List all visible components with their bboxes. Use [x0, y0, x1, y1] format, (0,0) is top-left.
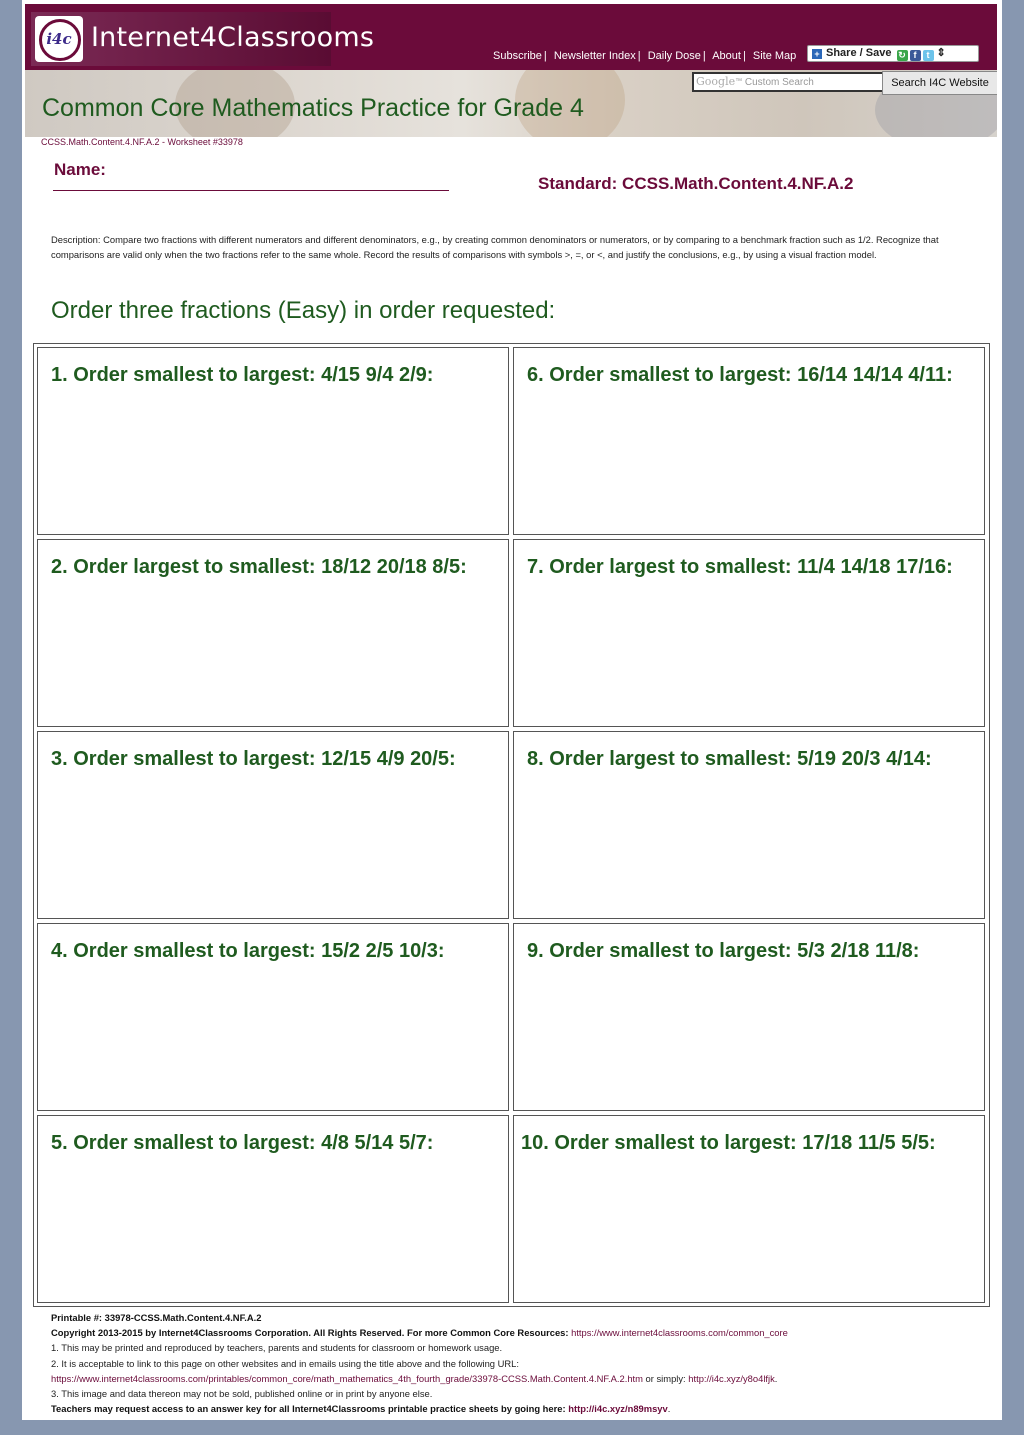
answer-key-link[interactable]: http://i4c.xyz/n89msyv [568, 1403, 668, 1415]
question-9: 9. Order smallest to largest: 5/3 2/18 11/8: [527, 940, 920, 962]
nav-subscribe[interactable]: Subscribe [493, 50, 542, 62]
worksheet-id: CCSS.Math.Content.4.NF.A.2 - Worksheet #33978 [41, 137, 243, 147]
question-cell-5 [37, 1115, 509, 1303]
question-cell-10 [513, 1115, 985, 1303]
name-label: Name: [54, 160, 106, 179]
site-logo[interactable] [31, 12, 375, 66]
question-2: 2. Order largest to smallest: 18/12 20/18 8/5: [51, 556, 467, 578]
question-cell-7 [513, 539, 985, 727]
twitter-icon: t [923, 50, 934, 61]
description: Description: Compare two fractions with different numerators and different denominators, e.g., by creating common denominators or numerators, or by comparing to a benchmark fraction such as 1/2. Recognize that comparisons are valid only when the two fractions refer to the same whole. Record the results of comparisons with symbols >, =, or <, and justify the conclusions, e.g., by using a visual fraction model. [51, 234, 939, 260]
footer: Printable #: 33978-CCSS.Math.Content.4.NF.A.2 Copyright 2013-2015 by Internet4Classrooms Corporation. All Rights Reserved. For more Common Core Resources: https://www.internet4classrooms.com/common_core 1. This may be printed and reproduced by teachers, parents and students for classroom or homework usage. 2. It is acceptable to link to this page on other websites and in emails using the title above and the following URL: https://www.internet4classrooms.com/printables/common_core/math_mathematics_4th_fourth_grade/33978-CCSS.Math.Content.4.NF.A.2.htm or simply: http://i4c.xyz/y8o4lfjk. 3. This image and data thereon may not be sold, published online or in print by anyone else. Teachers may request access to an answer key for all Internet4Classrooms printable practice sheets by going here: http://i4c.xyz/n89msyv. [51, 1310, 991, 1416]
question-10: 10. Order smallest to largest: 17/18 11/5 5/5: [521, 1132, 936, 1154]
question-3: 3. Order smallest to largest: 12/15 4/9 20/5: [51, 748, 456, 770]
top-nav: Subscribe | Newsletter Index | Daily Dose | About | Site Map [493, 50, 797, 62]
question-cell-6 [513, 347, 985, 535]
nav-daily-dose[interactable]: Daily Dose [647, 50, 701, 62]
site-header [25, 4, 997, 70]
question-4: 4. Order smallest to largest: 15/2 2/5 10/3: [51, 940, 445, 962]
chevron-updown-icon: ⇕ [936, 47, 946, 59]
share-save-button[interactable]: + Share / Save ↻ f t ⇕ [807, 45, 979, 62]
logo-badge-icon: i4c [35, 16, 83, 62]
question-cell-3 [37, 731, 509, 919]
search-button[interactable]: Search I4C Website [882, 71, 997, 95]
note-2: 2. It is acceptable to link to this page on other websites and in emails using the title above and the following URL: [51, 1357, 519, 1369]
question-7: 7. Order largest to smallest: 11/4 14/18 17/16: [527, 556, 953, 578]
question-grid [33, 343, 990, 1307]
name-line [53, 190, 449, 191]
nav-site-map[interactable]: Site Map [752, 50, 797, 62]
search-input[interactable]: Google™ Custom Search [692, 72, 884, 92]
share-green-icon: ↻ [898, 50, 906, 60]
printable-id: Printable #: 33978-CCSS.Math.Content.4.NF.A.2 [51, 1312, 262, 1323]
plus-icon: + [812, 49, 822, 59]
short-url-link[interactable]: http://i4c.xyz/y8o4lfjk [688, 1372, 775, 1384]
question-cell-2 [37, 539, 509, 727]
question-1: 1. Order smallest to largest: 4/15 9/4 2/9: [51, 364, 434, 386]
note-1: 1. This may be printed and reproduced by teachers, parents and students for classroom or homework usage. [51, 1342, 503, 1354]
banner [25, 70, 997, 137]
question-cell-4 [37, 923, 509, 1111]
standard-label: Standard: CCSS.Math.Content.4.NF.A.2 [538, 174, 854, 193]
facebook-icon: f [910, 50, 921, 61]
question-5: 5. Order smallest to largest: 4/8 5/14 5/7: [51, 1132, 434, 1154]
nav-newsletter-index[interactable]: Newsletter Index [553, 50, 636, 62]
copyright: Copyright 2013-2015 by Internet4Classrooms Corporation. All Rights Reserved. For more Common Core Resources: [51, 1327, 569, 1339]
instructions: Order three fractions (Easy) in order requested: [51, 297, 556, 324]
question-6: 6. Order smallest to largest: 16/14 14/14 4/11: [527, 364, 953, 386]
question-cell-8 [513, 731, 985, 919]
common-core-link[interactable]: https://www.internet4classrooms.com/common_core [571, 1327, 788, 1339]
question-cell-9 [513, 923, 985, 1111]
note-3: 3. This image and data thereon may not be sold, published online or in print by anyone else. [51, 1388, 433, 1400]
logo-name: Internet4Classrooms [91, 22, 375, 53]
worksheet-url-link[interactable]: https://www.internet4classrooms.com/printables/common_core/math_mathematics_4th_fourth_grade/33978-CCSS.Math.Content.4.NF.A.2.htm [51, 1372, 643, 1384]
page-title: Common Core Mathematics Practice for Grade 4 [42, 94, 584, 122]
page [22, 0, 1002, 1420]
question-cell-1 [37, 347, 509, 535]
question-8: 8. Order largest to smallest: 5/19 20/3 4/14: [527, 748, 932, 770]
answer-key-text: Teachers may request access to an answer key for all Internet4Classrooms printable practice sheets by going here: [51, 1403, 566, 1415]
nav-about[interactable]: About [712, 50, 741, 62]
